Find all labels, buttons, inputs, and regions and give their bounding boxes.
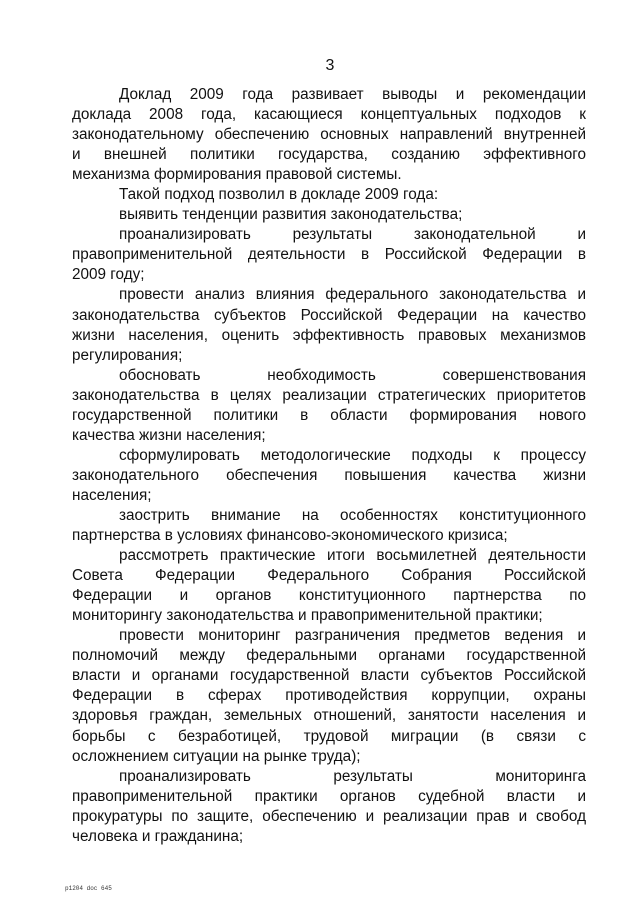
text-line: населения; xyxy=(72,486,152,504)
text-line: прокуратуры по защите, обеспечению и реализации прав и свобод xyxy=(72,807,586,825)
text-line: законодательства в целях реализации стратегических приоритетов xyxy=(72,386,586,404)
text-line: доклада 2008 года, касающиеся концептуальных подходов к xyxy=(72,106,586,124)
text-line: проанализировать результаты мониторинга xyxy=(119,767,586,785)
text-line: здоровья граждан, земельных отношений, занятости населения и xyxy=(72,707,586,725)
text-line: правоприменительной деятельности в Российской Федерации в xyxy=(72,246,586,264)
text-line: провести мониторинг разграничения предметов ведения и xyxy=(119,627,586,645)
text-line: законодательному обеспечению основных направлений внутренней xyxy=(72,126,586,144)
text-line: полномочий между федеральными органами государственной xyxy=(72,647,586,665)
text-line: проанализировать результаты законодательной и xyxy=(119,226,586,244)
text-line: регулирования; xyxy=(72,346,183,364)
footer-file-reference: p1204 doc 645 xyxy=(65,885,112,892)
text-line: провести анализ влияния федерального законодательства и xyxy=(119,286,586,304)
text-line: заострить внимание на особенностях конституционного xyxy=(119,506,586,524)
text-line: Совета Федерации Федерального Собрания Российской xyxy=(72,567,586,585)
text-line: жизни населения, оценить эффективность правовых механизмов xyxy=(72,326,586,344)
text-line: Такой подход позволил в докладе 2009 года: xyxy=(119,186,439,204)
text-line: законодательства субъектов Российской Федерации на качество xyxy=(72,306,586,324)
text-line: борьбы с безработицей, трудовой миграции (в связи с xyxy=(72,727,586,745)
text-line: выявить тенденции развития законодательства; xyxy=(119,206,463,224)
text-line: государственной политики в области формирования нового xyxy=(72,406,586,424)
text-line: правоприменительной практики органов судебной власти и xyxy=(72,787,586,805)
text-line: человека и гражданина; xyxy=(72,827,244,845)
text-line: и внешней политики государства, созданию эффективного xyxy=(72,146,586,164)
text-line: качества жизни населения; xyxy=(72,426,266,444)
text-line: партнерства в условиях финансово-экономического кризиса; xyxy=(72,527,508,545)
text-line: Федерации и органов конституционного партнерства по xyxy=(72,587,586,605)
text-line: сформулировать методологические подходы к процессу xyxy=(119,446,586,464)
text-line: законодательного обеспечения повышения качества жизни xyxy=(72,466,586,484)
text-line: механизма формирования правовой системы. xyxy=(72,166,402,184)
page-number: 3 xyxy=(325,57,335,74)
text-line: обосновать необходимость совершенствования xyxy=(119,366,586,384)
text-line: Доклад 2009 года развивает выводы и рекомендации xyxy=(119,86,586,103)
text-line: мониторингу законодательства и правоприменительной практики; xyxy=(72,607,543,625)
text-line: осложнением ситуации на рынке труда); xyxy=(72,747,361,765)
text-line: власти и органами государственной власти субъектов Российской xyxy=(72,667,586,685)
text-line: рассмотреть практические итоги восьмилетней деятельности xyxy=(119,547,586,565)
text-line: 2009 году; xyxy=(72,266,145,284)
text-line: Федерации в сферах противодействия коррупции, охраны xyxy=(72,687,586,705)
document-body xyxy=(72,85,586,847)
